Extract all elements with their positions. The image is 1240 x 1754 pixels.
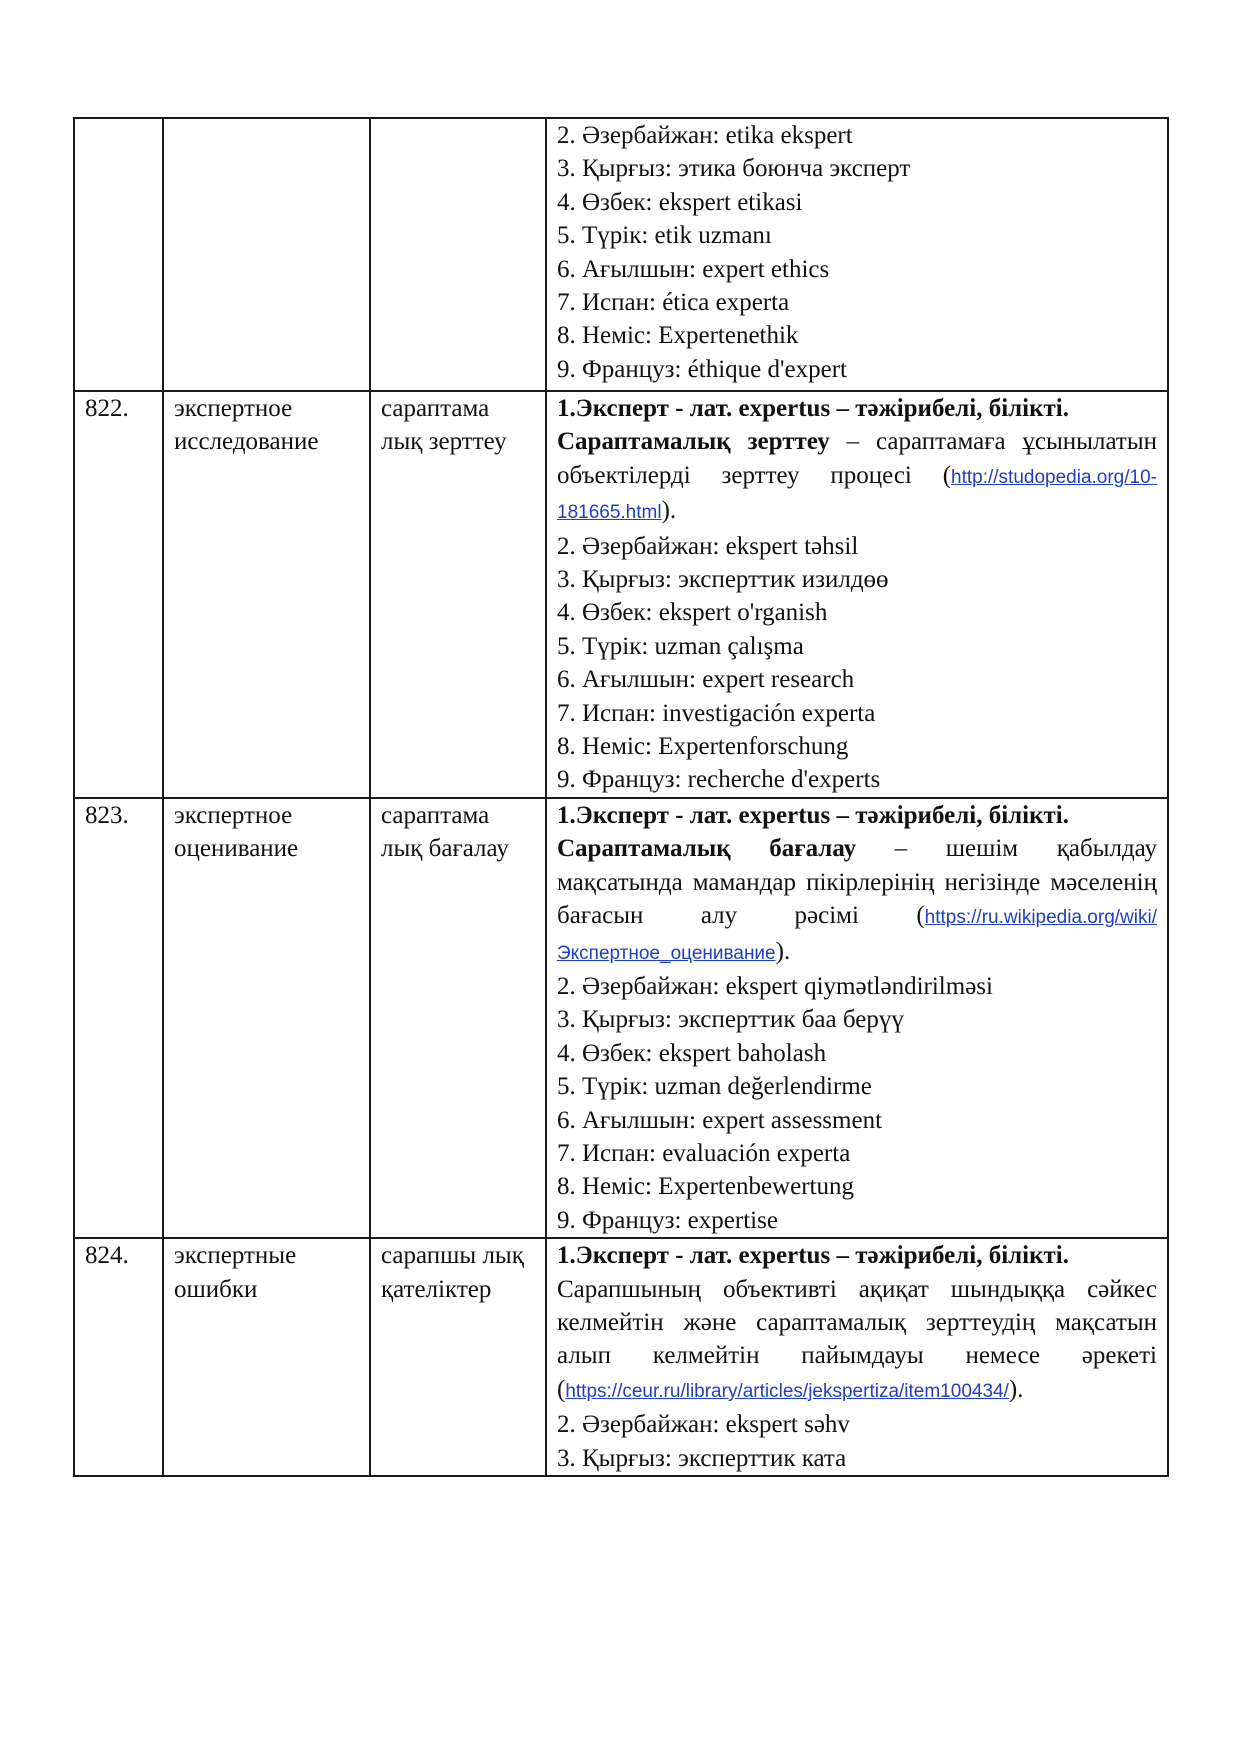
translation-item: 7. Испан: ética experta — [557, 289, 790, 317]
translation-item: 3. Қырғыз: этика боюнча эксперт — [557, 155, 911, 183]
russian-term: экспертное оценивание — [163, 798, 370, 1238]
translation-item: 5. Түрік: uzman çalışma — [557, 632, 804, 660]
entry-number — [74, 118, 163, 391]
translation-item: 3. Қырғыз: эксперттик изилдөө — [557, 566, 889, 594]
translation-list — [557, 970, 1157, 1237]
kazakh-term — [370, 118, 546, 391]
source-link[interactable]: https://ceur.ru/library/articles/jekspertiza/item100434/ — [565, 1380, 1009, 1402]
translation-item: 8. Неміс: Expertenforschung — [557, 733, 849, 761]
definition: Сараптамалық бағалау – шешім қабылдау мақсатында мамандар пікірлерінің негізінде мәселенің бағасын алу рәсімі (https://ru.wikipedia.org/wiki/Экспертное_оценивание). — [557, 835, 1157, 965]
table-row — [74, 798, 1168, 1238]
kazakh-term: сараптама лық зерттеу — [370, 391, 546, 798]
definition-cell — [546, 1238, 1168, 1476]
defined-term: Сараптамалық зерттеу — [557, 428, 830, 456]
source-link[interactable]: http://studopedia.org/10-181665.html — [557, 466, 1157, 524]
table-row — [74, 1238, 1168, 1476]
table-row — [74, 118, 1168, 391]
russian-term — [163, 118, 370, 391]
etymology: 1.Эксперт - лат. expertus – тәжірибелі, білікті. — [557, 395, 1069, 422]
translation-item: 4. Өзбек: ekspert o'rganish — [557, 599, 828, 627]
translation-list — [557, 530, 1157, 797]
russian-term: экспертные ошибки — [163, 1238, 370, 1476]
translation-item: 9. Француз: éthique d'expert — [557, 355, 847, 383]
translation-item: 9. Француз: recherche d'experts — [557, 766, 881, 794]
definition-text: – шешім қабылдау мақсатында мамандар пікірлерінің негізінде мәселенің бағасын алу рәсімі — [557, 835, 1157, 930]
translation-item: 7. Испан: evaluación experta — [557, 1139, 851, 1167]
translation-item: 4. Өзбек: ekspert etikasi — [557, 188, 803, 216]
source-link[interactable]: https://ru.wikipedia.org/wiki/Экспертное_оценивание — [557, 907, 1157, 964]
translation-item: 5. Түрік: etik uzmanı — [557, 222, 772, 250]
definition-cell — [546, 798, 1168, 1238]
translation-list — [557, 119, 1157, 386]
translation-item: 8. Неміс: Expertenbewertung — [557, 1173, 854, 1201]
definition-cell — [546, 118, 1168, 391]
translation-item: 5. Түрік: uzman değerlendirme — [557, 1073, 872, 1101]
translation-item: 3. Қырғыз: эксперттик баа берүү — [557, 1006, 904, 1034]
defined-term: Сараптамалық бағалау — [557, 835, 857, 863]
translation-item: 6. Ағылшын: expert ethics — [557, 255, 830, 283]
translation-item: 6. Ағылшын: expert research — [557, 666, 855, 694]
entry-number: 823. — [74, 798, 163, 1238]
kazakh-term: сарапшы лық қателіктер — [370, 1238, 546, 1476]
russian-term: экспертное исследование — [163, 391, 370, 798]
dictionary-table — [73, 117, 1169, 1477]
document-page — [73, 117, 1167, 1477]
etymology: 1.Эксперт - лат. expertus – тәжірибелі, білікті. — [557, 1242, 1069, 1270]
definition: Сараптамалық зерттеу – сараптамаға ұсынылатын объектілерді зерттеу процесі (http://studopedia.org/10-181665.html). — [557, 428, 1157, 525]
translation-item: 7. Испан: investigación experta — [557, 699, 876, 727]
definition-text: – сараптамаға ұсынылатын объектілерді зерттеу процесі — [557, 428, 1157, 489]
definition-text: Сарапшының объективті ақиқат шындыққа сәйкес келмейтін және сараптамалық зерттеудің мақсатын алып келмейтін пайымдауы немесе әрекеті — [557, 1275, 1157, 1370]
translation-item: 2. Әзербайжан: ekspert səhv — [557, 1411, 850, 1439]
definition: Сарапшының объективті ақиқат шындыққа сәйкес келмейтін және сараптамалық зерттеудің мақсатын алып келмейтін пайымдауы немесе әрекеті (https://ceur.ru/library/articles/jekspertiza/item100434/). — [557, 1275, 1157, 1403]
entry-number: 822. — [74, 391, 163, 798]
translation-item: 3. Қырғыз: эксперттик ката — [557, 1444, 847, 1472]
translation-list — [557, 1408, 1157, 1475]
table-row — [74, 391, 1168, 798]
translation-item: 8. Неміс: Expertenethik — [557, 322, 799, 350]
translation-item: 2. Әзербайжан: etika ekspert — [557, 122, 853, 149]
etymology: 1.Эксперт - лат. expertus – тәжірибелі, білікті. — [557, 801, 1069, 829]
translation-item: 2. Әзербайжан: ekspert təhsil — [557, 532, 859, 560]
translation-item: 9. Француз: expertise — [557, 1206, 778, 1234]
kazakh-term: сараптама лық бағалау — [370, 798, 546, 1238]
entry-number: 824. — [74, 1238, 163, 1476]
translation-item: 6. Ағылшын: expert assessment — [557, 1106, 883, 1134]
translation-item: 4. Өзбек: ekspert baholash — [557, 1039, 827, 1067]
translation-item: 2. Әзербайжан: ekspert qiymətləndirilməsi — [557, 972, 993, 1000]
definition-cell — [546, 391, 1168, 798]
